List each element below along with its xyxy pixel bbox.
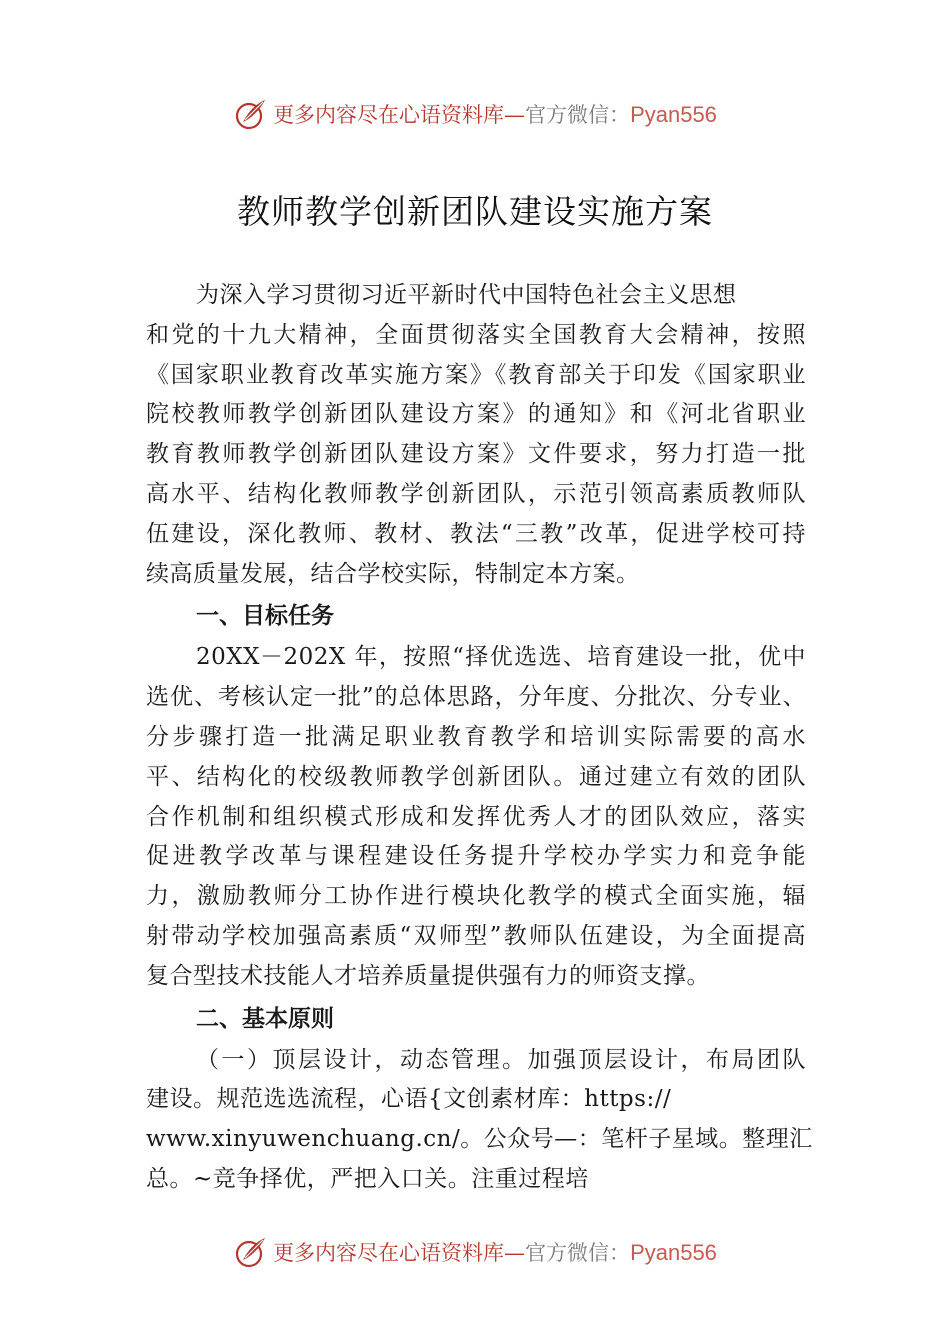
intro-line: 续高质量发展，结合学校实际，特制定本方案。	[146, 560, 640, 587]
principles-line: 建设。规范选选流程，心语{文创素材库：https://	[146, 1086, 672, 1113]
goals-line: 复合型技术技能人才培养质量提供强有力的师资支撑。	[146, 962, 710, 989]
document-body	[146, 276, 813, 1200]
principles-line: 总。~竞争择优，严把入口关。注重过程培	[146, 1165, 589, 1192]
goals-line: 平、结构化的校级教师教学创新团队。通过建立有效的团队	[146, 763, 806, 790]
quill-logo-icon	[233, 1234, 269, 1270]
principles-line: www.xinyuwenchuang.cn/。公众号—：笔杆子星域。整理汇	[146, 1126, 813, 1153]
document-title: 教师教学创新团队建设实施方案	[237, 192, 713, 231]
quill-logo-icon	[233, 96, 269, 132]
header-watermark-banner	[0, 92, 950, 136]
intro-line: 教育教师教学创新团队建设方案》文件要求，努力打造一批	[146, 441, 806, 468]
principles-line: （一）顶层设计，动态管理。加强顶层设计，布局团队	[196, 1046, 806, 1073]
goals-line: 射带动学校加强高素质“双师型”教师队伍建设，为全面提高	[146, 922, 806, 949]
goals-line: 力，激励教师分工协作进行模块化教学的模式全面实施，辐	[146, 883, 806, 910]
intro-paragraph	[146, 276, 806, 594]
intro-line: 《国家职业教育改革实施方案》《教育部关于印发《国家职业	[146, 361, 806, 388]
principles-paragraph	[146, 1041, 813, 1200]
banner-text	[273, 99, 717, 129]
banner-wechat-label: 官方微信：	[525, 1241, 631, 1265]
intro-line: 为深入学习贯彻习近平新时代中国特色社会主义思想	[196, 282, 737, 308]
goals-line: 促进教学改革与课程建设任务提升学校办学实力和竞争能	[146, 843, 806, 870]
banner-text	[273, 1237, 717, 1267]
intro-line: 和党的十九大精神，全面贯彻落实全国教育大会精神，按照	[146, 321, 806, 348]
goals-line: 合作机制和组织模式形成和发挥优秀人才的团队效应，落实	[146, 803, 806, 830]
intro-line: 高水平、结构化教师教学创新团队，示范引领高素质教师队	[146, 480, 806, 507]
section-heading-principles: 二、基本原则	[196, 1005, 334, 1032]
banner-wechat-id: Pyan556	[630, 102, 717, 127]
goals-paragraph	[146, 638, 806, 996]
banner-wechat-id: Pyan556	[630, 1240, 717, 1265]
goals-line: 20XX－202X 年，按照“择优选选、培育建设一批，优中	[196, 644, 806, 671]
banner-slogan: 更多内容尽在心语资料库—	[273, 103, 526, 127]
footer-watermark-banner	[0, 1230, 950, 1274]
goals-line: 选优、考核认定一批”的总体思路，分年度、分批次、分专业、	[146, 684, 806, 711]
goals-line: 分步骤打造一批满足职业教育教学和培训实际需要的高水	[146, 723, 806, 750]
banner-wechat-label: 官方微信：	[525, 103, 631, 127]
banner-slogan: 更多内容尽在心语资料库—	[273, 1241, 526, 1265]
intro-line: 伍建设，深化教师、教材、教法“三教”改革，促进学校可持	[146, 520, 806, 547]
section-heading-goals: 一、目标任务	[196, 603, 334, 630]
intro-line: 院校教师教学创新团队建设方案》的通知》和《河北省职业	[146, 401, 806, 428]
